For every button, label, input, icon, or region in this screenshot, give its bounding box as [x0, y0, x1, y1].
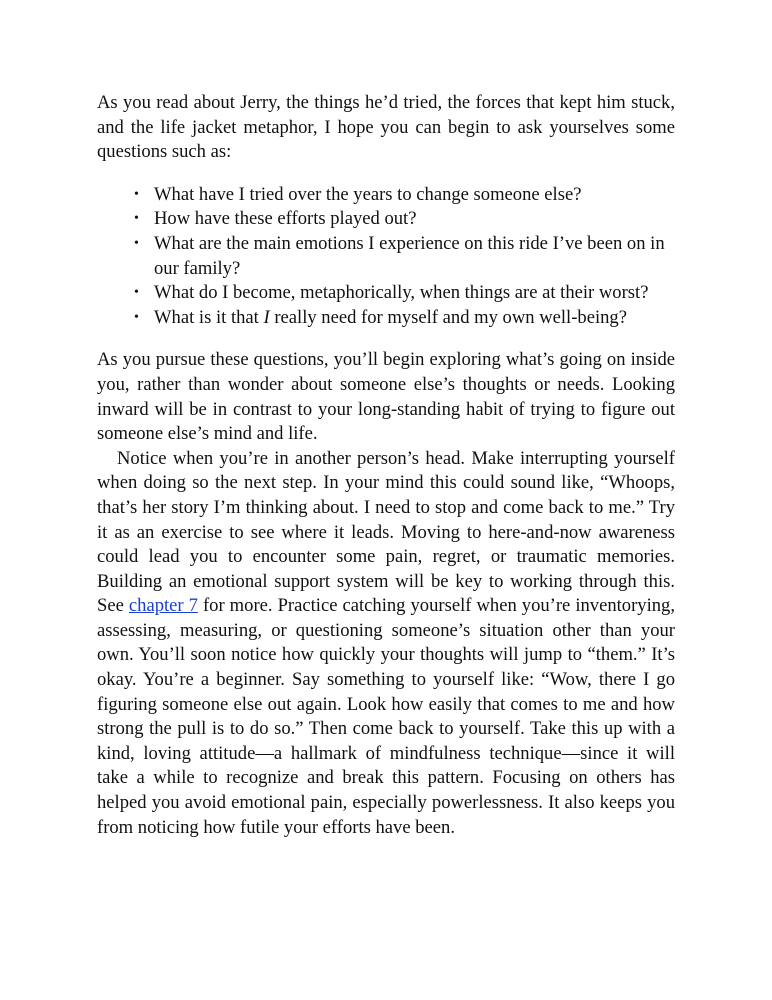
question-text: What have I tried over the years to change someone else?	[154, 183, 582, 205]
question-item	[134, 183, 675, 208]
question-emphasis: I	[263, 306, 270, 328]
notice-text-after-link: for more. Practice catching yourself when you’re inventorying, assessing, measuring, or questioning someone’s situation other than your own. You’ll soon notice how quickly your thoughts will jump to “them.” It’s okay. You’re a beginner. Say something to yourself like: “Wow, there I go figuring someone else out again. Look how easily that comes to me and how strong the pull is to do so.” Then come back to yourself. Take this up with a kind, loving attitude—a hallmark of mindfulness technique—since it will take a while to recognize and break this pattern. Focusing on others has helped you avoid emotional pain, especially powerlessness. It also keeps you from noticing how futile your efforts have been.	[97, 595, 676, 838]
question-text: What are the main emotions I experience on this ride I’ve been on in our family?	[154, 232, 665, 279]
question-item	[134, 281, 675, 306]
question-item	[134, 207, 675, 232]
bullet-icon: •	[134, 235, 139, 251]
bullet-icon: •	[134, 285, 139, 301]
notice-text-before-link: Notice when you’re in another person’s head. Make interrupting yourself when doing so the next step. In your mind this could sound like, “Whoops, that’s her story I’m thinking about. I need to stop and come back to me.” Try it as an exercise to see where it leads. Moving to here-and-now awareness could lead you to encounter some pain, regret, or traumatic memories. Building an emotional support system will be key to working through this. See	[97, 447, 675, 617]
bullet-icon: •	[134, 186, 139, 202]
notice-paragraph	[97, 447, 675, 841]
question-text: What do I become, metaphorically, when things are at their worst?	[154, 282, 649, 304]
intro-paragraph: As you read about Jerry, the things he’d tried, the forces that kept him stuck, and the life jacket metaphor, I hope you can begin to ask yourselves some questions such as:	[97, 92, 675, 163]
bullet-icon: •	[134, 309, 139, 325]
question-text: How have these efforts played out?	[154, 208, 417, 230]
question-item	[134, 306, 675, 331]
pursue-paragraph: As you pursue these questions, you’ll begin exploring what’s going on inside you, rather than wonder about someone else’s thoughts or needs. Looking inward will be in contrast to your long-standing habit of trying to figure out someone else’s mind and life.	[97, 349, 675, 445]
bullet-icon: •	[134, 211, 139, 227]
question-item	[134, 232, 675, 281]
question-text-after: really need for myself and my own well-being?	[269, 306, 627, 328]
document-page	[97, 91, 675, 840]
questions-list	[97, 183, 675, 331]
chapter-7-link[interactable]: chapter 7	[128, 595, 198, 617]
question-text-before: What is it that	[154, 306, 264, 328]
